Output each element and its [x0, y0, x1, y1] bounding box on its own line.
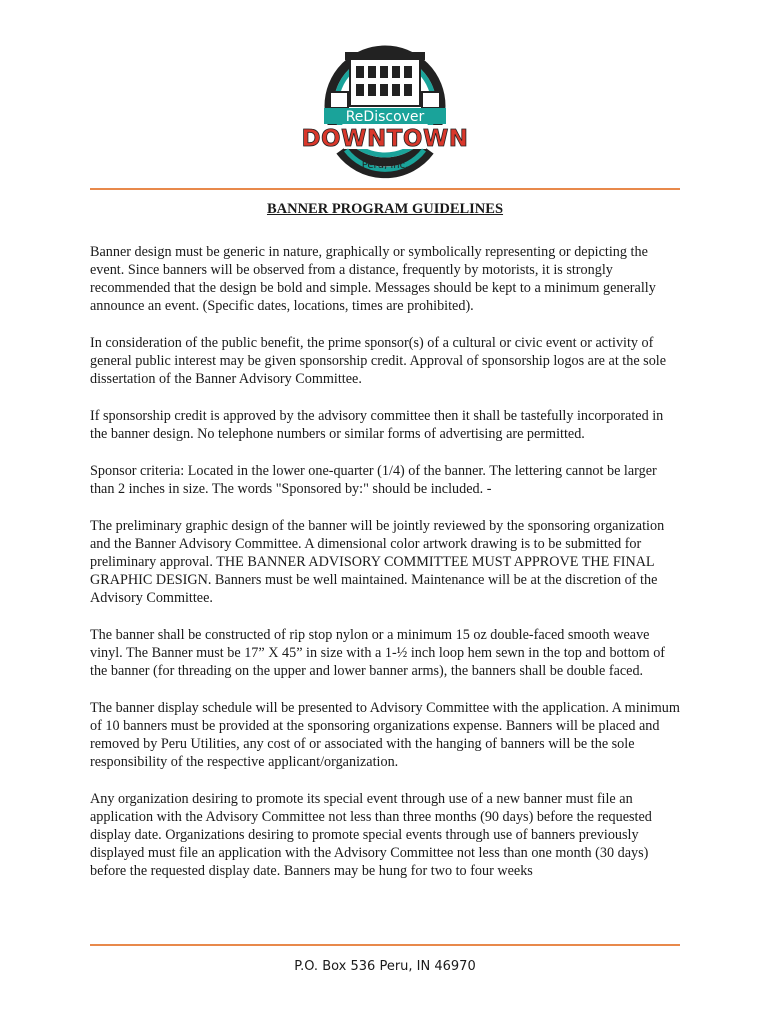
footer-divider	[90, 944, 680, 946]
paragraph-display-schedule: The banner display schedule will be presented to Advisory Committee with the application. A minimum of 10 banners must be provided at the sponsoring organizations expense. Banners will be placed and removed by Peru Utilities, any cost of or associated with the hanging of banners will be the sole responsibility of the respective applicant/organization.	[90, 700, 680, 770]
logo-peru-inc-text: Peru, Inc.	[361, 160, 409, 171]
rediscover-downtown-logo	[300, 44, 470, 182]
header-divider	[90, 188, 680, 190]
page-title: BANNER PROGRAM GUIDELINES	[266, 201, 504, 217]
guidelines-body	[90, 243, 682, 899]
paragraph-sponsor-criteria: Sponsor criteria: Located in the lower one-quarter (1/4) of the banner. The lettering cannot be larger than 2 inches in size. The words "Sponsored by:" should be included. -	[90, 463, 657, 497]
paragraph-sponsorship-approval: If sponsorship credit is approved by the advisory committee then it shall be tastefully incorporated in the banner design. No telephone numbers or similar forms of advertising are permitted.	[90, 408, 664, 442]
footer-address: P.O. Box 536 Peru, IN 46970	[294, 959, 476, 974]
paragraph-construction: The banner shall be constructed of rip stop nylon or a minimum 15 oz double-faced smooth weave vinyl. The Banner must be 17” X 45” in size with a 1-½ inch loop hem sewn in the top and bottom of the banner (for threading on the upper and lower banner arms), the banners shall be double faced.	[90, 627, 666, 679]
paragraph-sponsorship-credit: In consideration of the public benefit, the prime sponsor(s) of a cultural or civic event or activity of general public interest may be given sponsorship credit. Approval of sponsorship logos are at the sole dissertation of the Banner Advisory Committee.	[90, 335, 667, 387]
logo-downtown-text: DOWNTOWN	[301, 126, 469, 152]
paragraph-banner-design: Banner design must be generic in nature, graphically or symbolically representing or depicting the event. Since banners will be observed from a distance, frequently by motorists, it is strongly recommended that the design be bold and simple. Messages should be kept to a minimum generally announce an event. (Specific dates, locations, times are prohibited).	[90, 244, 656, 314]
logo-rediscover-text: ReDiscover	[345, 109, 425, 125]
paragraph-design-review: The preliminary graphic design of the banner will be jointly reviewed by the sponsoring organization and the Banner Advisory Committee. A dimensional color artwork drawing is to be submitted for preliminary approval. THE BANNER ADVISORY COMMITTEE MUST APPROVE THE FINAL GRAPHIC DESIGN. Banners must be well maintained. Maintenance will be at the discretion of the Advisory Committee.	[90, 518, 665, 606]
paragraph-application-timing: Any organization desiring to promote its special event through use of a new banner must file an application with the Advisory Committee not less than three months (90 days) before the requested display date. Organizations desiring to promote special events through use of banners previously displayed must file an application with the Advisory Committee not less than one month (30 days) before the requested display date. Banners may be hung for two to four weeks	[90, 791, 652, 879]
